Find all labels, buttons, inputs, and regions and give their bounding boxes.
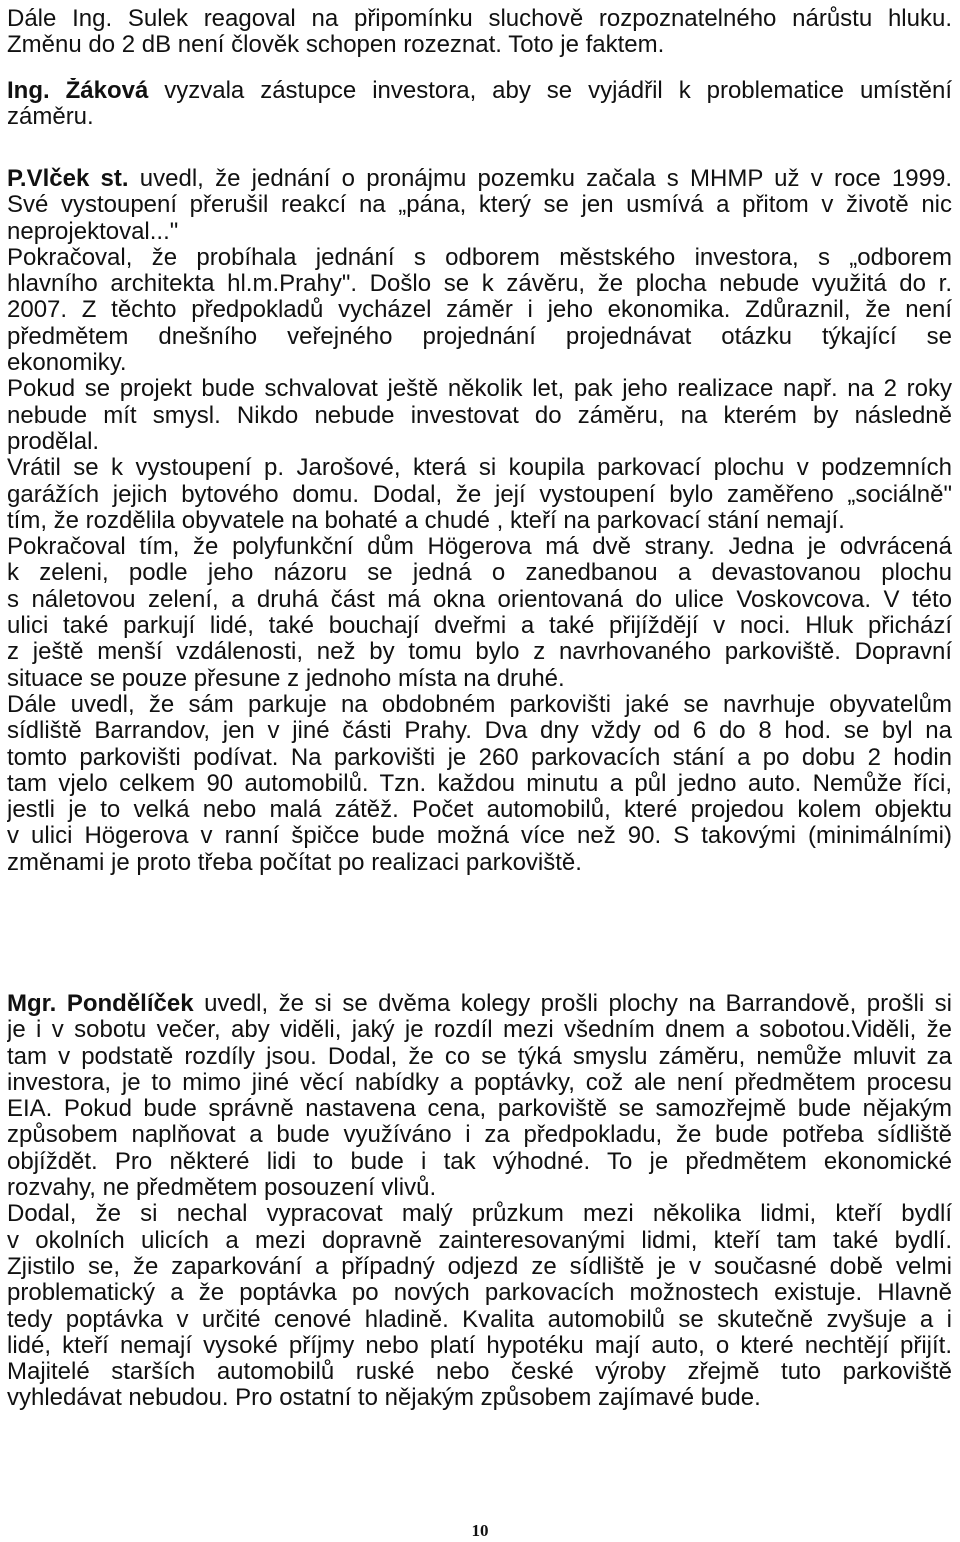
text-line: k zeleni, podle jeho názoru se jedná o zanedbanou a devastovanou plochu	[7, 560, 952, 587]
text-line: Zjistilo se, že zaparkování a případný odjezd ze sídliště je v současné době velmi	[7, 1253, 952, 1280]
text-line: je i v sobotu večer, aby viděli, jaký je rozdíl mezi všedním dnem a sobotou.Viděli, že	[7, 1017, 952, 1044]
text-line: Pokud se projekt bude schvalovat ještě několik let, pak jeho realizace např. na 2 roky	[7, 376, 952, 403]
text-line: ekonomiky.	[7, 350, 127, 377]
text-line: Změnu do 2 dB není člověk schopen rozeznat. Toto je faktem.	[7, 32, 665, 59]
line-text: vyzvala zástupce investora, aby se vyjádřil k problematice umístění	[148, 78, 952, 104]
text-line	[7, 991, 952, 1017]
speaker-name: P.Vlček st.	[7, 166, 129, 192]
text-line: jestli je to velká nebo malá zátěž. Počet automobilů, které projedou kolem objektu	[7, 797, 952, 824]
text-line: garážích jejich bytového domu. Dodal, že její vystoupení bylo zaměřeno „sociálně"	[7, 481, 952, 508]
text-line: tedy poptávka v určité cenové hladině. Kvalita automobilů se skutečně zvyšuje a i	[7, 1306, 952, 1333]
text-line: z ještě menší vzdálenosti, než by tomu bylo z navrhovaného parkoviště. Dopravní	[7, 639, 952, 666]
text-line: tam vjelo celkem 90 automobilů. Tzn. každou minutu a půl jedno auto. Nemůže říci,	[7, 770, 952, 797]
paragraph-sulek	[7, 6, 952, 59]
text-line: předmětem dnešního veřejného projednání projednávat otázku týkající se	[7, 323, 952, 350]
text-line: Své vystoupení přerušil reakcí na „pána, který se jen usmívá a přitom v životě nic	[7, 192, 952, 219]
paragraph-zakova	[7, 78, 952, 131]
text-line: Majitelé starších automobilů ruské nebo české výroby zřejmě tuto parkoviště	[7, 1359, 952, 1386]
text-line: objíždět. Pro některé lidi to bude i tak výhodné. To je předmětem ekonomické	[7, 1148, 952, 1175]
text-line: záměru.	[7, 104, 94, 131]
text-line: nebude mít smysl. Nikdo nebude investovat do záměru, na kterém by následně	[7, 402, 952, 429]
text-line: problematický a že poptávka po nových parkovacích možnostech existuje. Hlavně	[7, 1280, 952, 1307]
text-line: investora, je to mimo jiné věcí nabídky a poptávky, což ale není předmětem procesu	[7, 1069, 952, 1096]
text-line: s náletovou zelení, a druhá část má okna orientovaná do ulice Voskovcova. V této	[7, 586, 952, 613]
speaker-name: Ing. Žáková	[7, 78, 149, 104]
paragraph-vlcek	[7, 166, 952, 876]
text-line: tomto parkovišti podívat. Na parkovišti je 260 parkovacích stání a po dobu 2 hodin	[7, 744, 952, 771]
page-number: 10	[471, 1521, 489, 1540]
text-line: Dále Ing. Sulek reagoval na připomínku sluchově rozpoznatelného nárůstu hluku.	[7, 6, 952, 32]
text-line: rozvahy, ne předmětem posouzení vlivů.	[7, 1175, 437, 1202]
text-line: v okolních ulicích a mezi dopravně zainteresovanými lidmi, kteří tam také bydlí.	[7, 1227, 952, 1254]
text-line: hlavního architekta hl.m.Prahy". Došlo se k závěru, že plocha nebude využitá do r.	[7, 271, 952, 298]
text-line: vyhledávat nebudou. Pro ostatní to nějakým způsobem zajímavé bude.	[7, 1385, 761, 1412]
text-line: situace se pouze přesune z jednoho místa na druhé.	[7, 665, 565, 692]
text-line: neprojektoval..."	[7, 218, 179, 245]
paragraph-pondelicek	[7, 991, 952, 1412]
text-line: změnami je proto třeba počítat po realizaci parkoviště.	[7, 849, 582, 876]
text-line: Pokračoval, že probíhala jednání s odborem městského investora, s „odborem	[7, 244, 952, 271]
text-line: lidé, kteří nemají vysoké příjmy nebo platí hypotéku mají auto, o které nechtějí přijít.	[7, 1332, 952, 1359]
text-line: ulici také parkují lidé, také bouchají dveřmi a také přijíždějí v noci. Hluk přichází	[7, 613, 952, 640]
text-line: prodělal.	[7, 428, 100, 455]
speaker-name: Mgr. Pondělíček	[7, 991, 194, 1017]
text-line: Vrátil se k vystoupení p. Jarošové, která si koupila parkovací plochu v podzemních	[7, 455, 952, 482]
line-text: uvedl, že jednání o pronájmu pozemku začala s MHMP už v roce 1999.	[128, 166, 952, 192]
text-line: tam v podstatě rozdíly jsou. Dodal, že co se týká smyslu záměru, nemůže mluvit za	[7, 1043, 952, 1070]
text-line: Dodal, že si nechal vypracovat malý průzkum mezi několika lidmi, kteří bydlí	[7, 1201, 952, 1228]
text-line: tím, že rozdělila obyvatele na bohaté a chudé , kteří na parkovací stání nemají.	[7, 507, 845, 534]
text-line: EIA. Pokud bude správně nastavena cena, parkoviště se samozřejmě bude nějakým	[7, 1096, 952, 1123]
text-line: způsobem naplňovat a bude využíváno i za předpokladu, že bude potřeba sídliště	[7, 1122, 952, 1149]
text-line: sídliště Barrandov, jen v jiné části Prahy. Dva dny vždy od 6 do 8 hod. se byl na	[7, 718, 952, 745]
line-text: uvedl, že si se dvěma kolegy prošli plochy na Barrandově, prošli si	[193, 991, 952, 1017]
text-line	[7, 166, 952, 192]
text-line	[7, 78, 952, 104]
text-line: Pokračoval tím, že polyfunkční dům Högerova má dvě strany. Jedna je odvrácená	[7, 534, 952, 561]
text-line: v ulici Högerova v ranní špičce bude možná více než 90. S takovými (minimálními)	[7, 823, 952, 850]
text-line: Dále uvedl, že sám parkuje na obdobném parkovišti jaké se navrhuje obyvatelům	[7, 691, 952, 718]
text-line: 2007. Z těchto předpokladů vycházel záměr i jeho ekonomika. Zdůraznil, že není	[7, 297, 952, 324]
